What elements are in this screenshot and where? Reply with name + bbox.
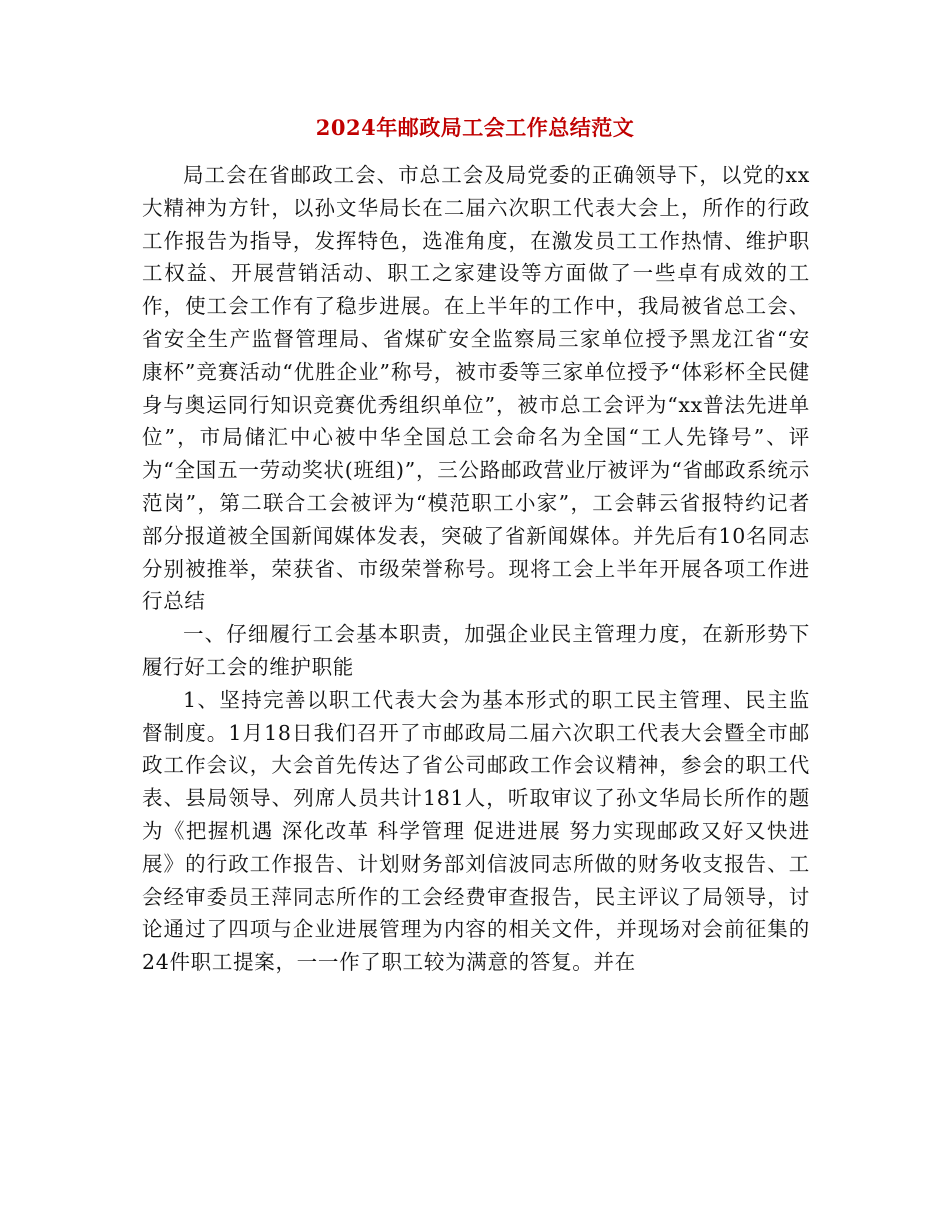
document-body <box>142 159 810 979</box>
paragraph-intro: 局工会在省邮政工会、市总工会及局党委的正确领导下，以党的xx大精神为方针，以孙文华局长在二届六次职工代表大会上，所作的行政工作报告为指导，发挥特色，选准角度，在激发员工工作热情、维护职工权益、开展营销活动、职工之家建设等方面做了一些卓有成效的工作，使工会工作有了稳步进展。在上半年的工作中，我局被省总工会、省安全生产监督管理局、省煤矿安全监察局三家单位授予黑龙江省“安康杯”竞赛活动“优胜企业”称号，被市委等三家单位授予“体彩杯全民健身与奥运同行知识竞赛优秀组织单位”，被市总工会评为“xx普法先进单位”，市局储汇中心被中华全国总工会命名为全国“工人先锋号”、评为“全国五一劳动奖状(班组)”，三公路邮政营业厅被评为“省邮政系统示范岗”，第二联合工会被评为“模范职工小家”，工会韩云省报特约记者部分报道被全国新闻媒体发表，突破了省新闻媒体。并先后有10名同志分别被推举，荣获省、市级荣誉称号。现将工会上半年开展各项工作进行总结 <box>142 163 810 614</box>
paragraph-item-1: 1、坚持完善以职工代表大会为基本形式的职工民主管理、民主监督制度。1月18日我们召开了市邮政局二届六次职工代表大会暨全市邮政工作会议，大会首先传达了省公司邮政工作会议精神，参会的职工代表、县局领导、列席人员共计181人，听取审议了孙文华局长所作的题为《把握机遇 深化改革 科学管理 促进进展 努力实现邮政又好又快进展》的行政工作报告、计划财务部刘信波同志所做的财务收支报告、工会经审委员王萍同志所作的工会经费审查报告，民主评议了局领导，讨论通过了四项与企业进展管理为内容的相关文件，并现场对会前征集的24件职工提案，一一作了职工较为满意的答复。并在 <box>142 687 810 975</box>
paragraph-section-heading: 一、仔细履行工会基本职责，加强企业民主管理力度，在新形势下履行好工会的维护职能 <box>142 622 810 679</box>
document-title: 2024年邮政局工会工作总结范文 <box>315 115 635 140</box>
